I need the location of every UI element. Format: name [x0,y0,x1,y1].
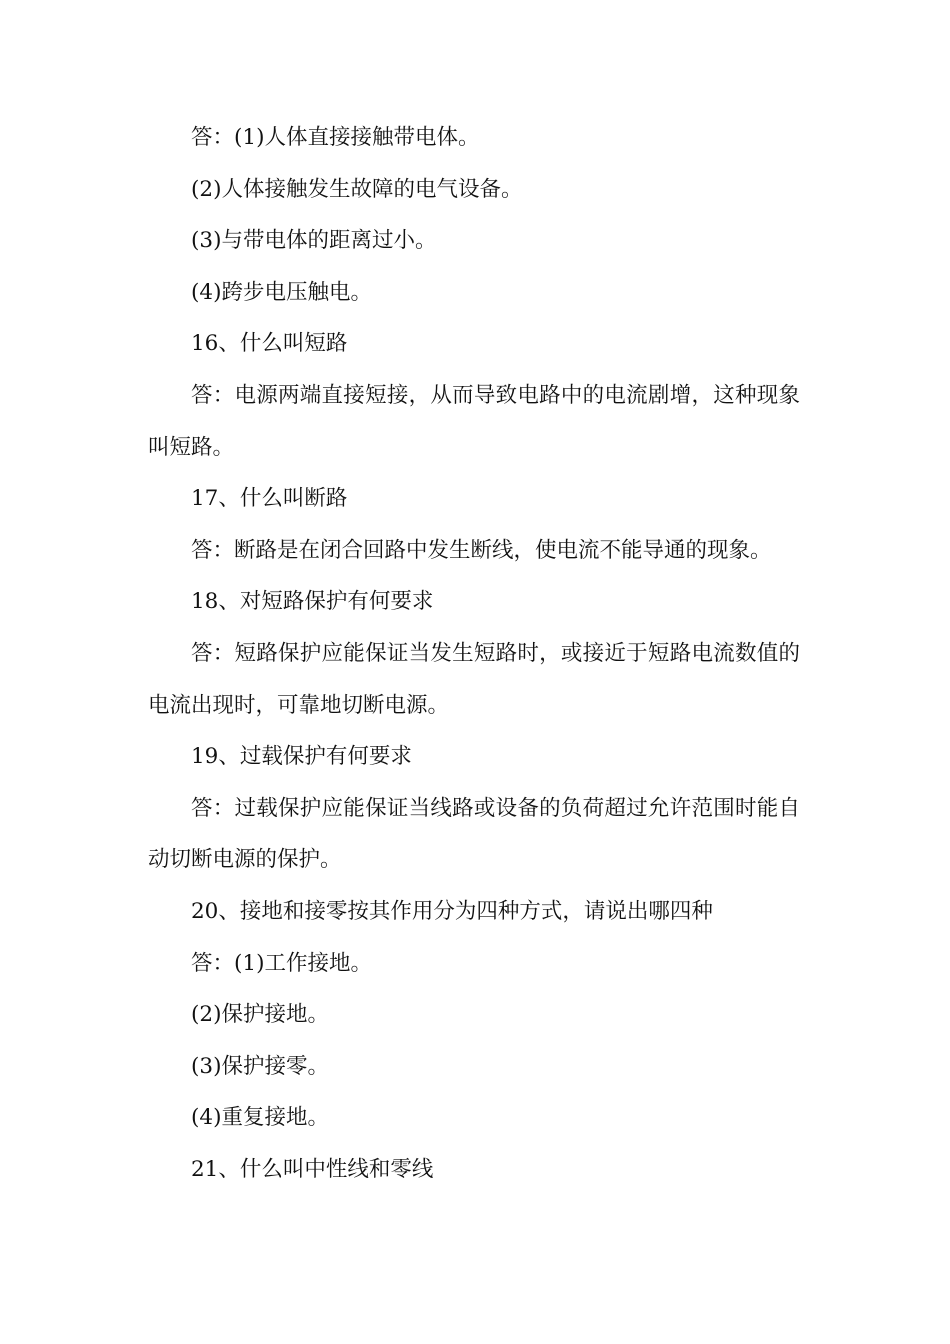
answer-15-line-3: (3)与带电体的距离过小。 [191,228,437,254]
answer-20-line-3: (3)保护接零。 [191,1053,329,1079]
answer-15-line-1: 答：(1)人体直接接触带电体。 [191,125,480,150]
answer-20-line-4: (4)重复接地。 [191,1105,329,1131]
answer-20-line-2: (2)保护接地。 [191,1002,329,1028]
question-16: 16、什么叫短路 [191,331,348,357]
answer-17: 答：断路是在闭合回路中发生断线，使电流不能导通的现象。 [191,537,772,563]
question-20: 20、接地和接零按其作用分为四种方式，请说出哪四种 [191,898,713,924]
question-21: 21、什么叫中性线和零线 [191,1156,434,1182]
answer-20-line-1: 答：(1)工作接地。 [191,950,372,976]
answer-19: 答：过载保护应能保证当线路或设备的负荷超过允许范围时能自动切断电源的保护。 [148,795,800,873]
answer-15-line-4: (4)跨步电压触电。 [191,279,372,305]
answer-18: 答：短路保护应能保证当发生短路时，或接近于短路电流数值的电流出现时，可靠地切断电源。 [148,640,800,718]
answer-16: 答：电源两端直接短接，从而导致电路中的电流剧增，这种现象叫短路。 [148,382,800,460]
answer-15-line-2: (2)人体接触发生故障的电气设备。 [191,176,523,202]
question-19: 19、过载保护有何要求 [191,744,412,770]
question-17: 17、什么叫断路 [191,486,348,512]
document-body [148,112,800,1195]
question-18: 18、对短路保护有何要求 [191,589,434,615]
